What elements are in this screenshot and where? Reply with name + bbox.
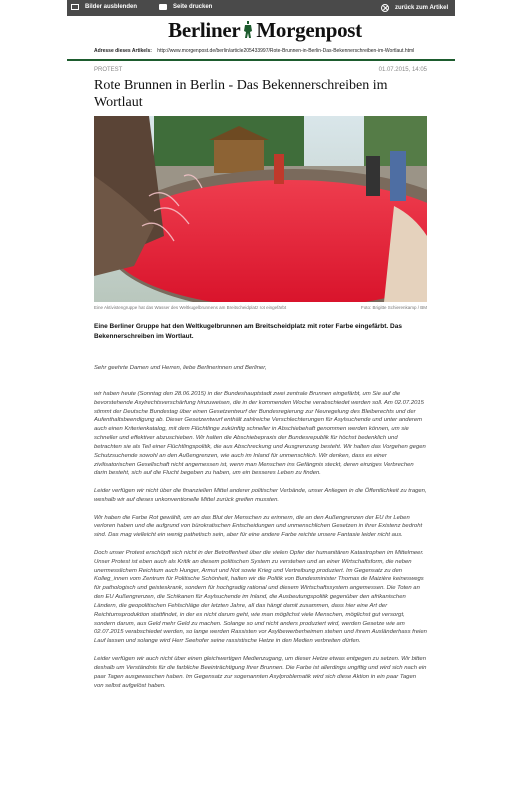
publish-date: 01.07.2015, 14:05 xyxy=(378,67,427,73)
printer-icon xyxy=(159,4,167,10)
hide-images-button[interactable] xyxy=(71,4,137,10)
image-icon xyxy=(71,4,79,10)
logo-left-word: Berliner xyxy=(168,17,241,42)
paragraph: Wir haben die Farbe Rot gewählt, um an das Blut der Menschen zu erinnern, die an den Außengrenzen der EU ihr Leben verloren haben und die aufgrund von bürokratischen Entscheidungen und unmenschlichen Gesetzen in ihrer Existenz bedroht sind. Das mag vielleicht ein wenig pathetisch sein, aber für eine andere Farbe reichte unsere Fantasie leider nicht aus. xyxy=(94,514,423,539)
print-toolbar xyxy=(67,0,455,16)
article-title: Rote Brunnen in Berlin - Das Bekennerschreiben im Wortlaut xyxy=(94,78,388,110)
article-teaser: Eine Berliner Gruppe hat den Weltkugelbrunnen am Breitscheidplatz mit roter Farbe eingefärbt. Das Bekennerschreiben im Wortlaut. xyxy=(94,323,402,340)
article-meta xyxy=(94,67,427,73)
back-to-article-button[interactable] xyxy=(381,4,448,12)
address-label: Adresse dieses Artikels: xyxy=(94,48,152,54)
paragraph: wir haben heute (Sonntag den 28.06.2015) in der Bundeshauptstadt zwei zentrale Brunnen eingefärbt, um Sie auf die bevorstehende Asylrechtsverschärfung hinzuweisen, die in der kommenden Woche verabschiedet werden soll. Am 02.07.2015 stimmt der Deutsche Bundestag über einen Gesetzentwurf der Bundesregierung zur Neuregelung des Bleiberechts und der Aufenthaltsbeendigung ab. Dieser Gesetzentwurf enthält zahlreiche Verschlechterungen für Asylsuchende und unter anderem auch einen Kriterienkatalog, mit dem Flüchtlinge zukünftig schneller in Abschiebehaft genommen werden können, um sie schneller und effektiver abzuschieben. Wir halten die Abschiebepraxis der Bundesrepublik für höchst bedenklich und betrachten sie als Teil einer Flüchtlingspolitik, die aus Abschreckung und Ausgrenzung besteht. Wir halten das Vorgehen gegen Schutzsuchende sowohl an den Außengrenzen, wie auch im Inland für unmenschlich. Wir denken, dass es einer zivilisatorischen Gesellschaft nicht angemessen ist, wenn man Menschen ins Gefängnis steckt, deren einziges Verbrechen darin besteht, sich auf die Flucht begeben zu haben, um ein besseres Leben zu finden. xyxy=(94,390,426,477)
newspaper-logo xyxy=(165,17,365,43)
caption-text: Eine Aktivistengruppe hat das Wasser des Weltkugelbrunnens am Breitscheidplatz rot eingefärbt xyxy=(94,305,287,310)
brand-divider xyxy=(67,59,455,61)
paragraph: Doch unser Protest erschöpft sich nicht in der Betroffenheit über die vielen Opfer der humanitären Katastrophen im Mittelmeer. Unser Protest ist eben auch als Kritik an diesem politischen System zu verstehen und an einer Wirtschaftsform, die neben unermesslichem Reichtum auch Hunger, Armut und Not sowie Krieg und Vertreibung produziert. Im Gegensatz zu den Kolleg_innen vom Zentrum für Politische Schönheit, halten wir die Politik von Bundesminister Thomas de Maizière keineswegs für pathologisch und geisteskrank, sondern für hochgradig rational und diesem Wirtschaftssystem angemessen. Die Toten an den EU Außengrenzen, die Schikanen für Asylsuchende im Inland, die Ausbeutungspolitik gegenüber den afrikanischen Ländern, die geopolitischen Fehlschläge der letzten Jahre, all das hängt damit zusammen, dass hier eine Art der Reichtumsproduktion stattfindet, in der es nicht darum geht, wie man möglichst viele Menschen, möglichst gut versorgt, sondern darum, aus Geld mehr Geld zu machen. Solange so und nicht anders produziert wird, werden Gesetze wie am 02.07.2015 verabschiedet werden, so lange werden Rassisten vor Asylbewerberheimen stehen und ihrem Ausländerhass freien Lauf lassen und solange wird Herr Seehofer seine rassistische Hetze in den Medien verbreiten dürfen. xyxy=(94,549,427,645)
back-label: zurück zum Artikel xyxy=(395,5,449,11)
article-photo xyxy=(94,116,427,302)
fountain-photo xyxy=(94,116,427,302)
print-button[interactable] xyxy=(159,4,212,10)
paragraph: Leider verfügen wir nicht über die finanziellen Mittel anderer politischer Verbände, unser Anliegen in die Öffentlichkeit zu tragen, weshalb wir auf dieses unkonventionelle Mittel zurück greifen mussten. xyxy=(94,488,427,503)
address-url[interactable]: http://www.morgenpost.de/berlin/article205433997/Rote-Brunnen-in-Berlin-Das-Bekennerschreiben-im-Wortlaut.html xyxy=(157,48,415,54)
article-address xyxy=(94,48,414,54)
berlin-bear-icon xyxy=(243,21,253,39)
image-caption xyxy=(94,305,427,310)
paragraph: Leider verfügen wir auch nicht über einen gleichwertigen Medienzugang, um dieser Hetze etwas entgegen zu setzen. Wir bitten deshalb um Verständnis für die farbliche Beeinträchtigung Ihrer Brunnen. Die Farbe ist allerdings ungiftig und wird sich nach ein paar Tagen ausgewaschen haben. Im Gegensatz zur sogenannten Asylproblematik wird sich diese Aktion in ein paar Tagen von selbst aufgelöst haben. xyxy=(94,655,427,689)
paragraph: Sehr geehrte Damen und Herren, liebe Berlinerinnen und Berliner, xyxy=(94,365,267,371)
hide-images-label: Bilder ausblenden xyxy=(85,4,138,10)
photo-credit: Foto: Brigitte Schierenkamp / BM xyxy=(360,305,427,310)
close-icon xyxy=(381,4,389,12)
category-label: PROTEST xyxy=(94,67,123,73)
logo-right-word: Morgenpost xyxy=(256,17,362,42)
print-label: Seite drucken xyxy=(173,4,213,10)
article-body xyxy=(94,364,427,699)
